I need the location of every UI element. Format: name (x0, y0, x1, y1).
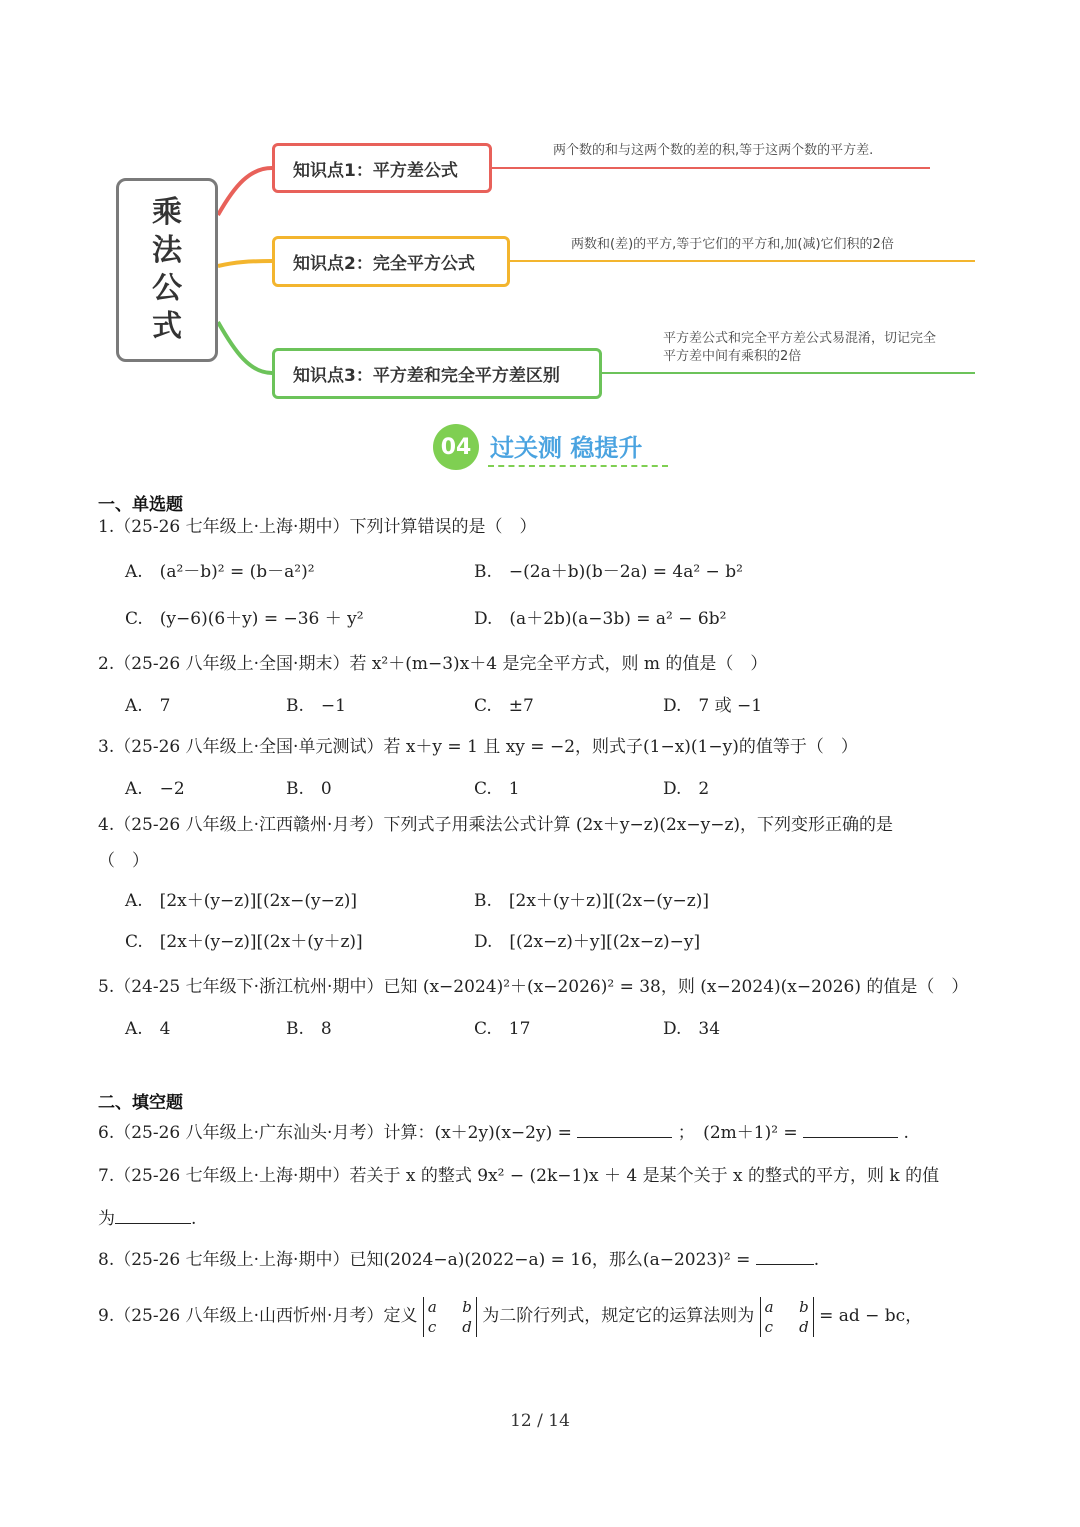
question-4-option-b[interactable]: B. [2x＋(y＋z)][(2x−(y−z)] (474, 891, 710, 911)
question-7-blank[interactable] (115, 1205, 191, 1224)
question-2-option-c[interactable]: C. ±7 (474, 696, 534, 716)
question-3-option-c[interactable]: C. 1 (474, 779, 520, 799)
determinant-rule (760, 1297, 814, 1337)
question-2-option-b[interactable]: B. −1 (286, 696, 346, 716)
question-6-prefix: 6.（25-26 八年级上·广东汕头·月考）计算：(x＋2y)(x−2y) = (98, 1123, 572, 1143)
question-1-option-b[interactable]: B. −(2a＋b)(b－2a) = 4a² − b² (474, 562, 743, 582)
question-3-option-b[interactable]: B. 0 (286, 779, 332, 799)
question-7-line2-prefix: 为 (98, 1209, 115, 1229)
determinant-definition (423, 1297, 477, 1337)
question-1-option-c[interactable]: C. (y−6)(6＋y) = −36 ＋ y² (125, 609, 364, 629)
section-badge-number: 04 (433, 424, 479, 470)
section-title-single-choice: 一、单选题 (98, 495, 183, 515)
question-2-option-d[interactable]: D. 7 或 −1 (663, 696, 763, 716)
det-rule-b: b (799, 1297, 809, 1316)
mindmap-root-box (116, 178, 218, 362)
question-7-line1: 7.（25-26 七年级上·上海·期中）若关于 x 的整式 9x² − (2k−1)x ＋ 4 是某个关于 x 的整式的平方，则 k 的值 (98, 1166, 940, 1186)
knowledge-point-2: 知识点2：完全平方公式 (272, 236, 510, 287)
knowledge-point-1: 知识点1：平方差公式 (272, 143, 492, 193)
question-2-option-a[interactable]: A. 7 (125, 696, 171, 716)
section-title-fill-blank: 二、填空题 (98, 1093, 183, 1113)
question-3-option-a[interactable]: A. −2 (125, 779, 185, 799)
question-8-prefix: 8.（25-26 七年级上·上海·期中）已知(2024−a)(2022−a) = 16，那么(a−2023)² = (98, 1250, 751, 1270)
question-6 (98, 1119, 909, 1145)
question-5-option-d[interactable]: D. 34 (663, 1019, 721, 1039)
branch-note-3b: 平方差中间有乘积的2倍 (663, 349, 802, 364)
question-7-end: . (191, 1209, 197, 1229)
question-4-stem: 4.（25-26 八年级上·江西赣州·月考）下列式子用乘法公式计算 (2x＋y−z)(2x−y−z)，下列变形正确的是 (98, 815, 894, 835)
question-8-end: . (813, 1250, 820, 1270)
question-9-end: = ad − bc， (819, 1306, 923, 1326)
question-6-blank-1[interactable] (577, 1119, 672, 1138)
question-4-option-a[interactable]: A. [2x＋(y−z)][(2x−(y−z)] (125, 891, 358, 911)
question-5-option-b[interactable]: B. 8 (286, 1019, 332, 1039)
question-5-stem: 5.（24-25 七年级下·浙江杭州·期中）已知 (x−2024)²＋(x−2026)² = 38，则 (x−2024)(x−2026) 的值是（ ） (98, 977, 969, 997)
question-1-option-d[interactable]: D. (a＋2b)(a−3b) = a² − 6b² (474, 609, 727, 629)
question-4-stem-line2: （ ） (98, 851, 149, 871)
question-7-line2 (98, 1205, 196, 1231)
det-a: a (427, 1297, 437, 1316)
question-5-option-c[interactable]: C. 17 (474, 1019, 531, 1039)
question-9 (98, 1293, 922, 1339)
branch-note-2: 两数和(差)的平方,等于它们的平方和,加(减)它们积的2倍 (571, 237, 894, 252)
mindmap-root-title: 乘法公式 (152, 195, 182, 344)
question-3-stem: 3.（25-26 八年级上·全国·单元测试）若 x＋y = 1 且 xy = −2，则式子(1−x)(1−y)的值等于（ ） (98, 737, 858, 757)
branch-note-1: 两个数的和与这两个数的差的积,等于这两个数的平方差. (553, 143, 874, 158)
question-6-end: . (903, 1123, 909, 1143)
question-8 (98, 1246, 819, 1272)
question-9-mid: 为二阶行列式，规定它的运算法则为 (482, 1306, 755, 1326)
page-number: 12 / 14 (510, 1411, 570, 1431)
question-1-option-a[interactable]: A. (a²－b)² = (b－a²)² (125, 562, 315, 582)
question-4-option-c[interactable]: C. [2x＋(y−z)][(2x＋(y＋z)] (125, 932, 363, 952)
question-3-option-d[interactable]: D. 2 (663, 779, 710, 799)
question-8-blank[interactable] (756, 1246, 814, 1265)
knowledge-point-3: 知识点3：平方差和完全平方差区别 (272, 348, 602, 399)
det-rule-a: a (764, 1297, 774, 1316)
question-6-mid: ； (2m＋1)² = (677, 1123, 798, 1143)
branch-note-3a: 平方差公式和完全平方差公式易混淆，切记完全 (663, 331, 937, 346)
section-badge-title: 过关测 稳提升 (490, 434, 643, 462)
det-rule-d: d (799, 1317, 809, 1336)
det-b: b (462, 1297, 472, 1316)
question-2-stem: 2.（25-26 八年级上·全国·期末）若 x²＋(m−3)x＋4 是完全平方式，则 m 的值是（ ） (98, 654, 768, 674)
question-1-stem: 1.（25-26 七年级上·上海·期中）下列计算错误的是（ ） (98, 517, 537, 537)
question-5-option-a[interactable]: A. 4 (125, 1019, 171, 1039)
question-6-blank-2[interactable] (803, 1119, 898, 1138)
det-c: c (427, 1317, 437, 1336)
question-9-prefix: 9.（25-26 八年级上·山西忻州·月考）定义 (98, 1306, 418, 1326)
section-badge-underline (488, 465, 668, 467)
question-4-option-d[interactable]: D. [(2x−z)＋y][(2x−z)−y] (474, 932, 701, 952)
det-rule-c: c (764, 1317, 774, 1336)
det-d: d (462, 1317, 472, 1336)
